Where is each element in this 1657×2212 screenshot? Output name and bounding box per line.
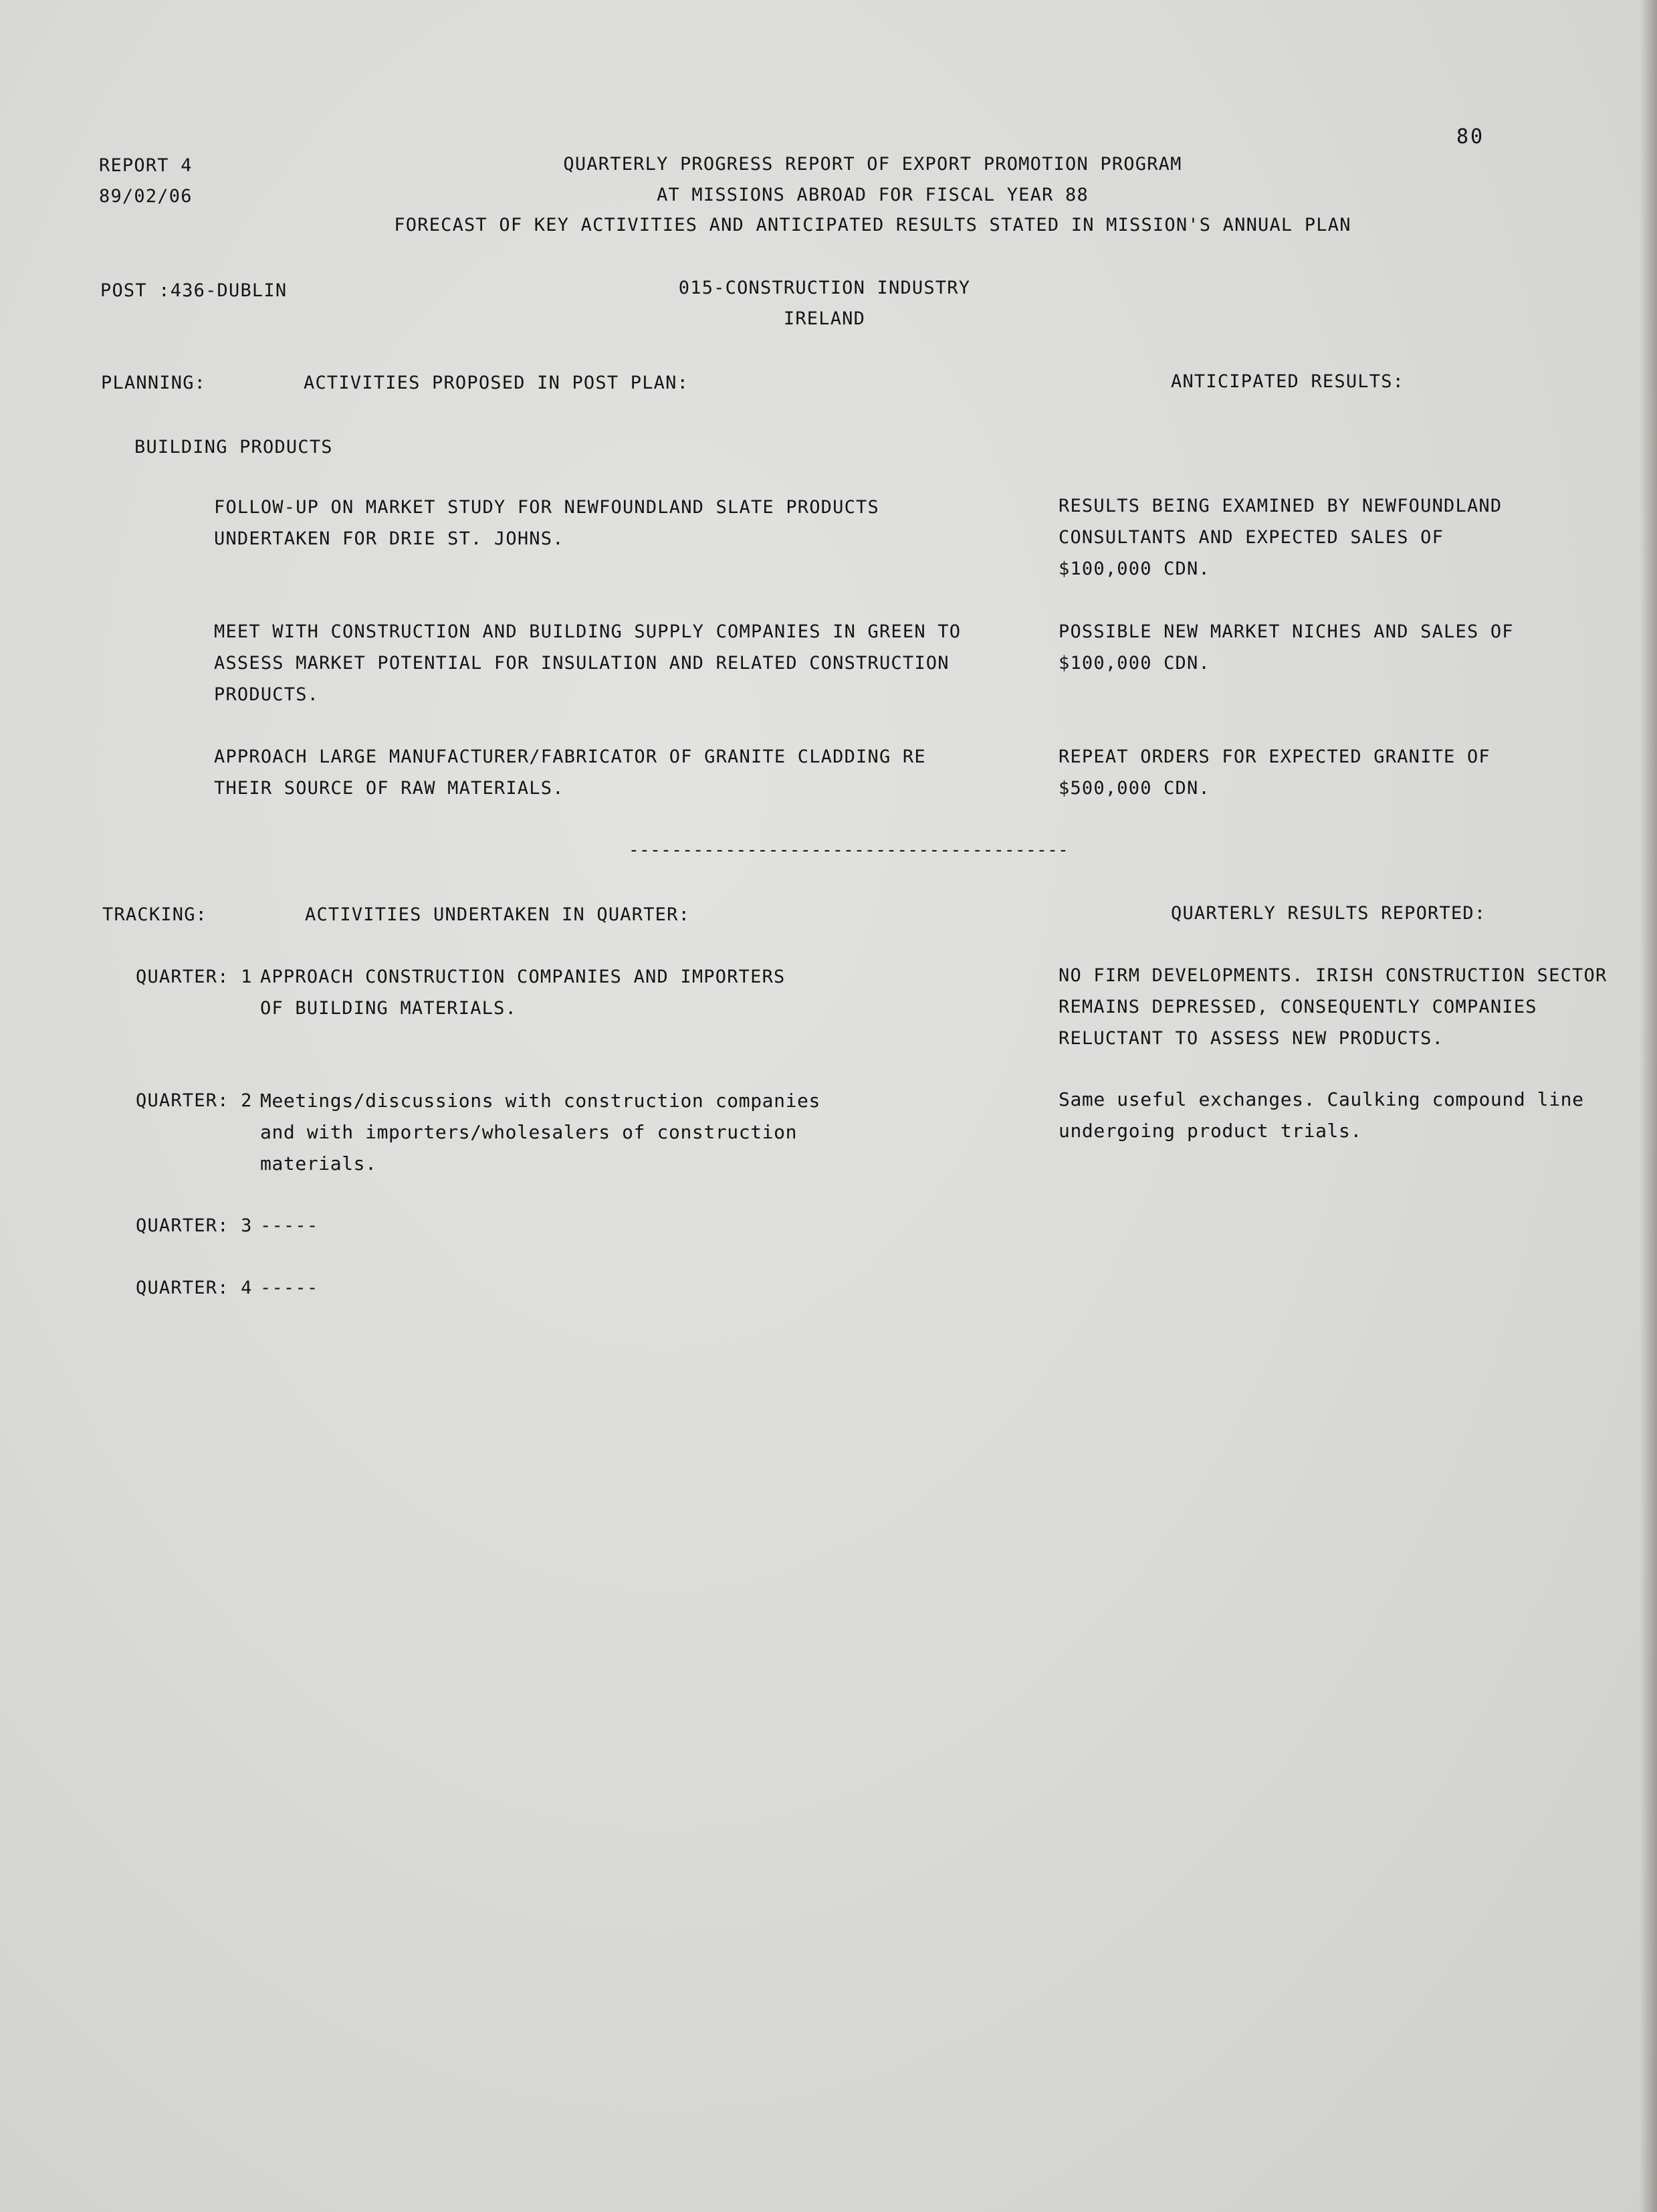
- planning-label: PLANNING:: [101, 373, 207, 393]
- report-id: REPORT 4: [99, 155, 193, 176]
- text-line: Same useful exchanges. Caulking compound line: [1059, 1088, 1584, 1110]
- subsector-label: BUILDING PRODUCTS: [134, 437, 333, 458]
- text-line: $500,000 CDN.: [1059, 778, 1210, 799]
- tracking-activities-header: ACTIVITIES UNDERTAKEN IN QUARTER:: [305, 904, 691, 925]
- text-line: FOLLOW-UP ON MARKET STUDY FOR NEWFOUNDLAND SLATE PRODUCTS: [214, 497, 879, 518]
- text-line: APPROACH CONSTRUCTION COMPANIES AND IMPORTERS: [260, 967, 786, 987]
- page-number: 80: [1456, 125, 1485, 148]
- text-line: $100,000 CDN.: [1059, 559, 1210, 579]
- planning-activities-header: ACTIVITIES PROPOSED IN POST PLAN:: [304, 373, 689, 393]
- text-line: Meetings/discussions with construction companies: [260, 1090, 820, 1112]
- text-line: ASSESS MARKET POTENTIAL FOR INSULATION AND RELATED CONSTRUCTION: [214, 653, 950, 674]
- quarter-2-label: QUARTER: 2: [136, 1090, 253, 1111]
- post-label: POST :436-DUBLIN: [100, 280, 288, 301]
- anticipated-result-1: [1059, 490, 1502, 585]
- text-line: REMAINS DEPRESSED, CONSEQUENTLY COMPANIES: [1059, 997, 1537, 1017]
- tracking-label: TRACKING:: [102, 904, 208, 925]
- report-date: 89/02/06: [99, 186, 193, 207]
- quarter-2-result: [1059, 1084, 1584, 1146]
- quarter-3-activity: -----: [260, 1215, 319, 1236]
- report-title-line-2: AT MISSIONS ABROAD FOR FISCAL YEAR 88: [657, 185, 1089, 205]
- quarter-4-label: QUARTER: 4: [136, 1278, 253, 1298]
- text-line: APPROACH LARGE MANUFACTURER/FABRICATOR OF GRANITE CLADDING RE: [214, 746, 926, 767]
- text-line: undergoing product trials.: [1059, 1120, 1362, 1142]
- report-title-line-3: FORECAST OF KEY ACTIVITIES AND ANTICIPATED RESULTS STATED IN MISSION'S ANNUAL PLAN: [394, 215, 1351, 235]
- anticipated-result-2: [1059, 616, 1514, 679]
- text-line: RELUCTANT TO ASSESS NEW PRODUCTS.: [1059, 1028, 1444, 1049]
- planned-activity-3: [214, 741, 926, 804]
- tracking-results-header: QUARTERLY RESULTS REPORTED:: [1171, 903, 1486, 924]
- quarter-1-label: QUARTER: 1: [136, 967, 253, 987]
- text-line: materials.: [260, 1152, 377, 1175]
- text-line: NO FIRM DEVELOPMENTS. IRISH CONSTRUCTION SECTOR: [1059, 965, 1608, 986]
- quarter-3-label: QUARTER: 3: [136, 1215, 253, 1236]
- planning-results-header: ANTICIPATED RESULTS:: [1171, 371, 1405, 392]
- sector-title: 015-CONSTRUCTION INDUSTRY: [678, 278, 971, 298]
- report-title-line-1: QUARTERLY PROGRESS REPORT OF EXPORT PROMOTION PROGRAM: [563, 154, 1182, 175]
- anticipated-result-3: [1059, 741, 1490, 804]
- text-line: PRODUCTS.: [214, 684, 320, 705]
- text-line: MEET WITH CONSTRUCTION AND BUILDING SUPPLY COMPANIES IN GREEN TO: [214, 621, 962, 642]
- quarter-1-activity: [260, 961, 786, 1024]
- text-line: $100,000 CDN.: [1059, 653, 1210, 674]
- text-line: REPEAT ORDERS FOR EXPECTED GRANITE OF: [1059, 746, 1490, 767]
- quarter-2-activity: [260, 1085, 820, 1179]
- text-line: THEIR SOURCE OF RAW MATERIALS.: [214, 778, 564, 799]
- planned-activity-1: [214, 492, 879, 555]
- country-title: IRELAND: [783, 308, 866, 329]
- text-line: RESULTS BEING EXAMINED BY NEWFOUNDLAND: [1059, 496, 1503, 516]
- text-line: OF BUILDING MATERIALS.: [260, 998, 518, 1019]
- planned-activity-2: [214, 616, 961, 710]
- text-line: UNDERTAKEN FOR DRIE ST. JOHNS.: [214, 528, 564, 549]
- text-line: and with importers/wholesalers of construction: [260, 1121, 798, 1143]
- text-line: CONSULTANTS AND EXPECTED SALES OF: [1059, 527, 1444, 548]
- text-line: POSSIBLE NEW MARKET NICHES AND SALES OF: [1059, 621, 1514, 642]
- section-separator: -----------------------------------------: [629, 840, 1069, 860]
- quarter-1-result: [1059, 960, 1607, 1054]
- quarter-4-activity: -----: [260, 1278, 319, 1298]
